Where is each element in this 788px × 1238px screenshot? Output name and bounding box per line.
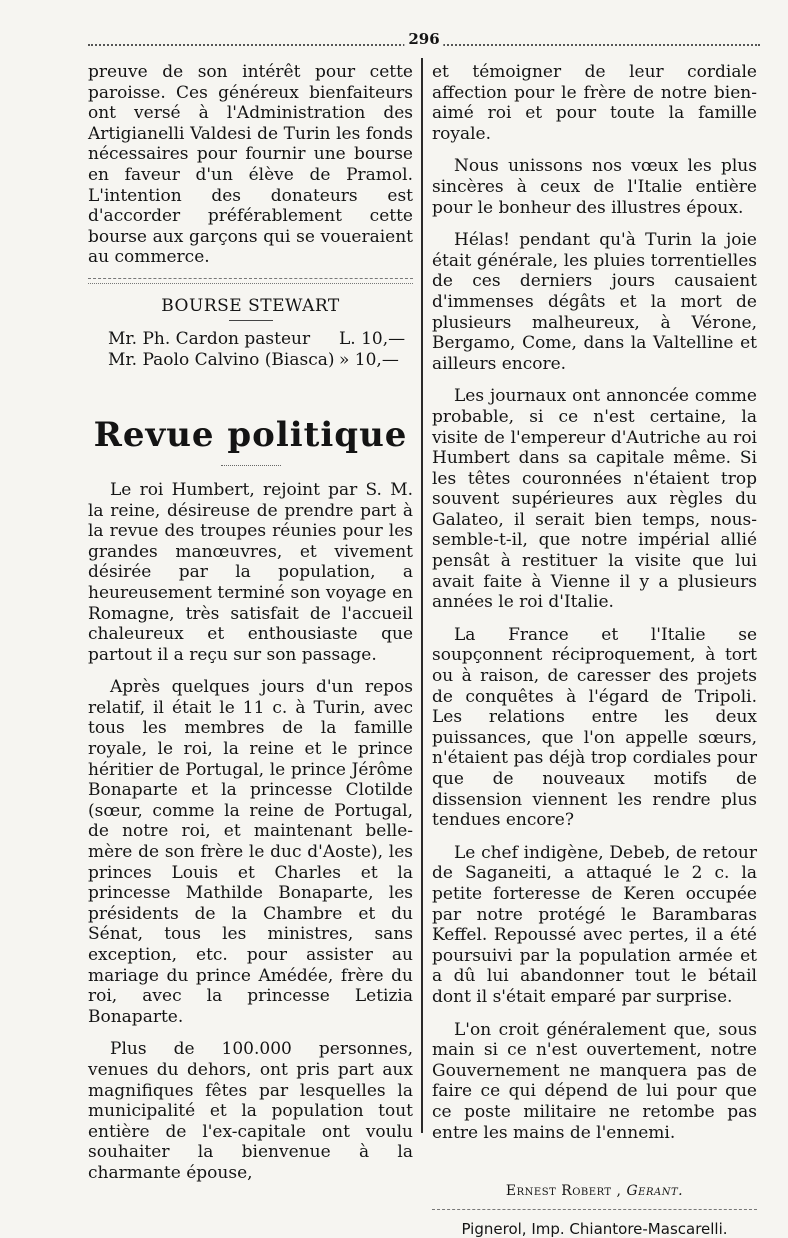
article-paragraph: Nous unissons nos vœux les plus sincères à ceux de l'Italie entière pour le bonheur des illustres époux. bbox=[432, 156, 757, 218]
donor-row bbox=[88, 329, 413, 350]
separator-rule bbox=[88, 283, 413, 284]
article-paragraph: et témoigner de leur cordiale affection pour le frère de notre bien-aimé roi et pour toute la famille royale. bbox=[432, 62, 757, 144]
article-paragraph: Plus de 100.000 personnes, venues du dehors, ont pris part aux magnifiques fêtes par lesquelles la municipalité et la population tout entière de l'ex-capitale ont voulu souhaiter la bienvenue à la charmante épouse, bbox=[88, 1039, 413, 1183]
right-column bbox=[432, 62, 757, 1238]
intro-paragraph: preuve de son intérêt pour cette paroisse. Ces généreux bienfaiteurs ont versé à l'Administration des Artigianelli Valdesi de Turin les fonds nécessaires pour fournir une bourse en faveur d'un élève de Pramol. L'intention des donateurs est d'accorder préférablement cette bourse aux garçons qui se voueraient au commerce. bbox=[88, 62, 413, 268]
left-column bbox=[88, 62, 413, 1184]
signature-name: Ernest Robert , bbox=[505, 1183, 622, 1200]
section-title: Revue politique bbox=[93, 414, 408, 455]
article-paragraph: Hélas! pendant qu'à Turin la joie était générale, les pluies torrentielles de ces derniers jours causaient d'immenses dégâts et la mort de plusieurs malheureux, à Vérone, Bergamo, Come, dans la Valtelline et ailleurs encore. bbox=[432, 230, 757, 374]
donor-name: Mr. Ph. Cardon pasteur bbox=[108, 328, 311, 349]
short-rule bbox=[229, 320, 273, 321]
signature-role: Gerant. bbox=[626, 1183, 684, 1200]
column-divider bbox=[421, 58, 423, 1133]
article-paragraph: Le chef indigène, Debeb, de retour de Saganeiti, a attaqué le 2 c. la petite forteresse de Keren occupée par notre protégé le Barambaras Keffel. Repoussé avec pertes, il a été poursuivi par la population armée et a dû lui abandonner tout le bétail dont il s'était emparé par surprise. bbox=[432, 842, 757, 1007]
bourse-title: BOURSE STEWART bbox=[161, 295, 340, 316]
donor-amount: L. 10,— bbox=[339, 328, 406, 349]
donor-name: Mr. Paolo Calvino (Biasca) bbox=[108, 349, 335, 370]
donor-amount: » 10,— bbox=[339, 349, 399, 370]
article-paragraph: La France et l'Italie se soupçonnent réciproquement, à tort ou à raison, de caresser des projets de conquêtes à l'égard de Tripoli. Les relations entre les deux puissances, que l'on appelle sœurs, n'étaient pas déjà trop cordiales pour que de nouveaux motifs de dissension viennent les rendre plus tendues encore? bbox=[432, 624, 757, 831]
article-paragraph: Le roi Humbert, rejoint par S. M. la reine, désireuse de prendre part à la revue des troupes réunies pour les grandes manœuvres, et vivement désirée par la population, a heureusement terminé son voyage en Romagne, très satisfait de l'accueil chaleureux et enthousiaste que partout il a reçu sur son passage. bbox=[88, 479, 413, 665]
article-paragraph: L'on croit généralement que, sous main si ce n'est ouvertement, notre Gouvernement ne manquera pas de faire ce qui dépend de lui pour que ce poste militaire ne retombe pas entre les mains de l'ennemi. bbox=[432, 1019, 757, 1143]
article-paragraph: Après quelques jours d'un repos relatif, il était le 11 c. à Turin, avec tous les membres de la famille royale, le roi, la reine et le prince héritier de Portugal, le prince Jérôme Bonaparte et la princesse Clotilde (sœur, comme la reine de Portugal, de notre roi, et maintenant belle-mère de son frère le duc d'Aoste), les princes Louis et Charles et la princesse Mathilde Bonaparte, les présidents de la Chambre et du Sénat, tous les ministres, sans exception, etc. pour assister au mariage du prince Amédée, frère du roi, avec la princesse Letizia Bonaparte. bbox=[88, 677, 413, 1027]
page-header bbox=[88, 30, 760, 54]
signature bbox=[432, 1183, 757, 1199]
separator-rule bbox=[432, 1209, 757, 1210]
printer-line: Pignerol, Imp. Chiantore-Mascarelli. bbox=[461, 1220, 728, 1238]
donor-row bbox=[88, 350, 413, 371]
article-paragraph: Les journaux ont annoncée comme probable, si ce n'est certaine, la visite de l'empereur d'Autriche au roi Humbert dans sa capitale même. Si les têtes couronnées n'étaient trop souvent supérieures aux règles du Galateo, il serait bien temps, nous-semble-t-il, que notre impérial allié pensât à restituer la visite que lui avait faite à Vienne il y a plusieurs années le roi d'Italie. bbox=[432, 386, 757, 613]
separator-rule bbox=[88, 278, 413, 279]
page-number: 296 bbox=[404, 30, 443, 48]
section-rule bbox=[221, 465, 281, 466]
